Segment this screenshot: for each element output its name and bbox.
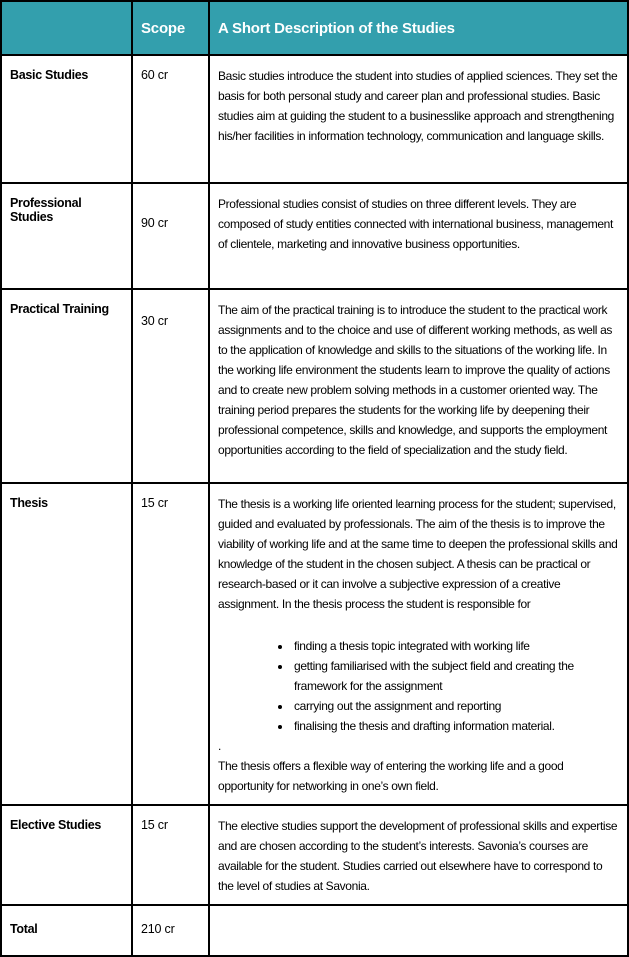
description-paragraph: The aim of the practical training is to introduce the student to the practical work assignments and to the choice and use of different working methods, as well as to the application of knowledge and skills to the situations of the working life. In the working life environment the students learn to improve the quality of actions and to create new problem solving methods in a customer oriented way. The training period prepares the students for the working life by deepening their professional competence, skills and knowledge, and supports the employment opportunities according to the field of specialization and the study field.: [218, 303, 613, 457]
header-description: A Short Description of the Studies: [218, 19, 455, 37]
row-professional-studies: [2, 182, 627, 288]
header-empty-cell: [2, 2, 133, 54]
bullet-item: • getting familiarised with the subject field and creating the framework for the assignment: [292, 656, 618, 696]
description-cell: [210, 484, 627, 804]
row-basic-studies: [2, 54, 627, 182]
bullet-item: • finalising the thesis and drafting information material.: [292, 716, 618, 736]
scope-cell: 15 cr: [133, 806, 210, 904]
scope-cell: 30 cr: [133, 290, 210, 482]
description-paragraph: The elective studies support the development of professional skills and expertise and are chosen according to the student’s interests. Savonia’s courses are available for the student. Studies carried out elsewhere have to correspond to the level of studies at Savonia.: [218, 819, 618, 893]
description-cell: [210, 184, 627, 288]
description-paragraph: Basic studies introduce the student into studies of applied sciences. They set the basis for both personal study and career plan and professional studies. Basic studies aim at guiding the student to a businesslike approach and strengthening his/her facilities in information technology, communication and language skills.: [218, 69, 618, 143]
scope-cell: 90 cr: [133, 184, 210, 288]
description-cell: [210, 806, 627, 904]
thesis-bullet-list: [276, 636, 618, 736]
table-header-row: [2, 2, 627, 54]
row-practical-training: [2, 288, 627, 482]
description-outro-paragraph: The thesis offers a flexible way of entering the working life and a good opportunity for networking in one’s own field.: [218, 759, 564, 793]
scope-cell: 60 cr: [133, 56, 210, 182]
description-intro-paragraph: The thesis is a working life oriented learning process for the student; supervised, guided and evaluated by professionals. The aim of the thesis is to improve the viability of working life and at the same time to deepen the professional skills and knowledge of the student in the chosen subject. A thesis can be practical or research-based or it can involve a subjective expression of a creative assignment. In the thesis process the student is responsible for: [218, 497, 618, 611]
header-scope: Scope: [133, 2, 210, 54]
row-elective-studies: [2, 804, 627, 904]
stray-dot-line: .: [218, 739, 221, 753]
row-total: [2, 904, 627, 955]
scope-cell: 15 cr: [133, 484, 210, 804]
row-label-cell: Professional Studies: [2, 184, 133, 288]
scope-cell: 210 cr: [133, 906, 210, 955]
row-label-cell: Elective Studies: [2, 806, 133, 904]
description-paragraph: Professional studies consist of studies on three different levels. They are composed of study entities connected with international business, management of clientele, marketing and innovative business opportunities.: [218, 197, 613, 251]
row-label-cell: Thesis: [2, 484, 133, 804]
bullet-item: • finding a thesis topic integrated with working life: [292, 636, 618, 656]
description-cell: [210, 290, 627, 482]
row-label-cell: Basic Studies: [2, 56, 133, 182]
row-thesis: [2, 482, 627, 804]
bullet-item: • carrying out the assignment and reporting: [292, 696, 618, 716]
description-cell: [210, 906, 627, 955]
row-label-cell: Practical Training: [2, 290, 133, 482]
description-cell: [210, 56, 627, 182]
row-label-cell: Total: [2, 906, 133, 955]
